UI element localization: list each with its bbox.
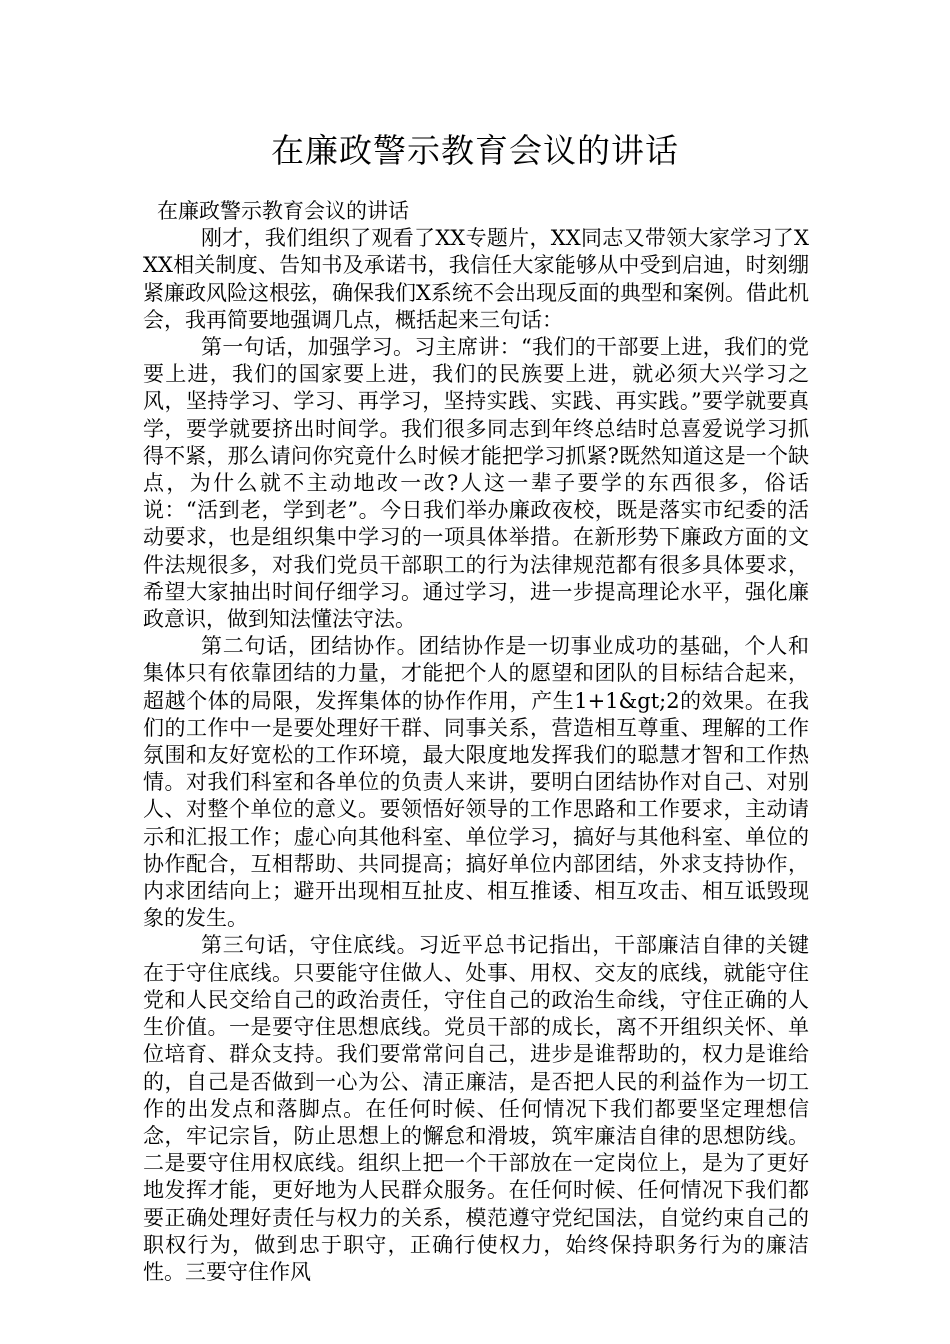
document-title: 在廉政警示教育会议的讲话 bbox=[271, 131, 679, 170]
paragraph-bottom-line: 第三句话，守住底线。习近平总书记指出，干部廉洁自律的关键在于守住底线。只要能守住做人、处事、用权、交友的底线，就能守住党和人民交给自己的政治责任，守住自己的政治生命线，守住正确的人生价值。一是要守住思想底线。党员干部的成长，离不开组织关怀、单位培育、群众支持。我们要常常问自己，进步是谁帮助的，权力是谁给的，自己是否做到一心为公、清正廉洁，是否把人民的利益作为一切工作的出发点和落脚点。在任何时候、任何情况下我们都要坚定理想信念，牢记宗旨，防止思想上的懈怠和滑坡，筑牢廉洁自律的思想防线。二是要守住用权底线。组织上把一个干部放在一定岗位上，是为了更好地发挥才能，更好地为人民群众服务。在任何时候、任何情况下我们都要正确处理好责任与权力的关系，模范遵守党纪国法，自觉约束自己的职权行为，做到忠于职守，正确行使权力，始终保持职务行为的廉洁性。三要守住作风 bbox=[143, 933, 809, 1284]
paragraph-study: 第一句话，加强学习。习主席讲：“我们的干部要上进，我们的党要上进，我们的国家要上进，我们的民族要上进，就必须大兴学习之风，坚持学习、学习、再学习，坚持实践、实践、再实践。”要学就要真学，要学就要挤出时间学。我们很多同志到年终总结时总喜爱说学习抓得不紧，那么请问你究竟什么时候才能把学习抓紧?既然知道这是一个缺点，为什么就不主动地改一改?人这一辈子要学的东西很多，俗话说：“活到老，学到老”。今日我们举办廉政夜校，既是落实市纪委的活动要求，也是组织集中学习的一项具体举措。在新形势下廉政方面的文件法规很多，对我们党员干部职工的行为法律规范都有很多具体要求，希望大家抽出时间仔细学习。通过学习，进一步提高理论水平，强化廉政意识，做到知法懂法守法。 bbox=[143, 335, 809, 632]
paragraph-intro: 刚才，我们组织了观看了XX专题片，XX同志又带领大家学习了XXX相关制度、告知书及承诺书，我信任大家能够从中受到启迪，时刻绷紧廉政风险这根弦，确保我们X系统不会出现反面的典型和案例。借此机会，我再简要地强调几点，概括起来三句话： bbox=[143, 226, 809, 332]
paragraph-unity: 第二句话，团结协作。团结协作是一切事业成功的基础，个人和集体只有依靠团结的力量，才能把个人的愿望和团队的目标结合起来，超越个体的局限，发挥集体的协作作用，产生1+1&gt;2的效果。在我们的工作中一是要处理好干群、同事关系，营造相互尊重、理解的工作氛围和友好宽松的工作环境，最大限度地发挥我们的聪慧才智和工作热情。对我们科室和各单位的负责人来讲，要明白团结协作对自己、对别人、对整个单位的意义。要领悟好领导的工作思路和工作要求，主动请示和汇报工作；虚心向其他科室、单位学习，搞好与其他科室、单位的协作配合，互相帮助、共同提高；搞好单位内部团结，外求支持协作，内求团结向上；避开出现相互扯皮、相互推诿、相互攻击、相互诋毁现象的发生。 bbox=[143, 634, 809, 931]
document-subtitle: 在廉政警示教育会议的讲话 bbox=[157, 199, 409, 223]
document-body bbox=[143, 198, 809, 1286]
